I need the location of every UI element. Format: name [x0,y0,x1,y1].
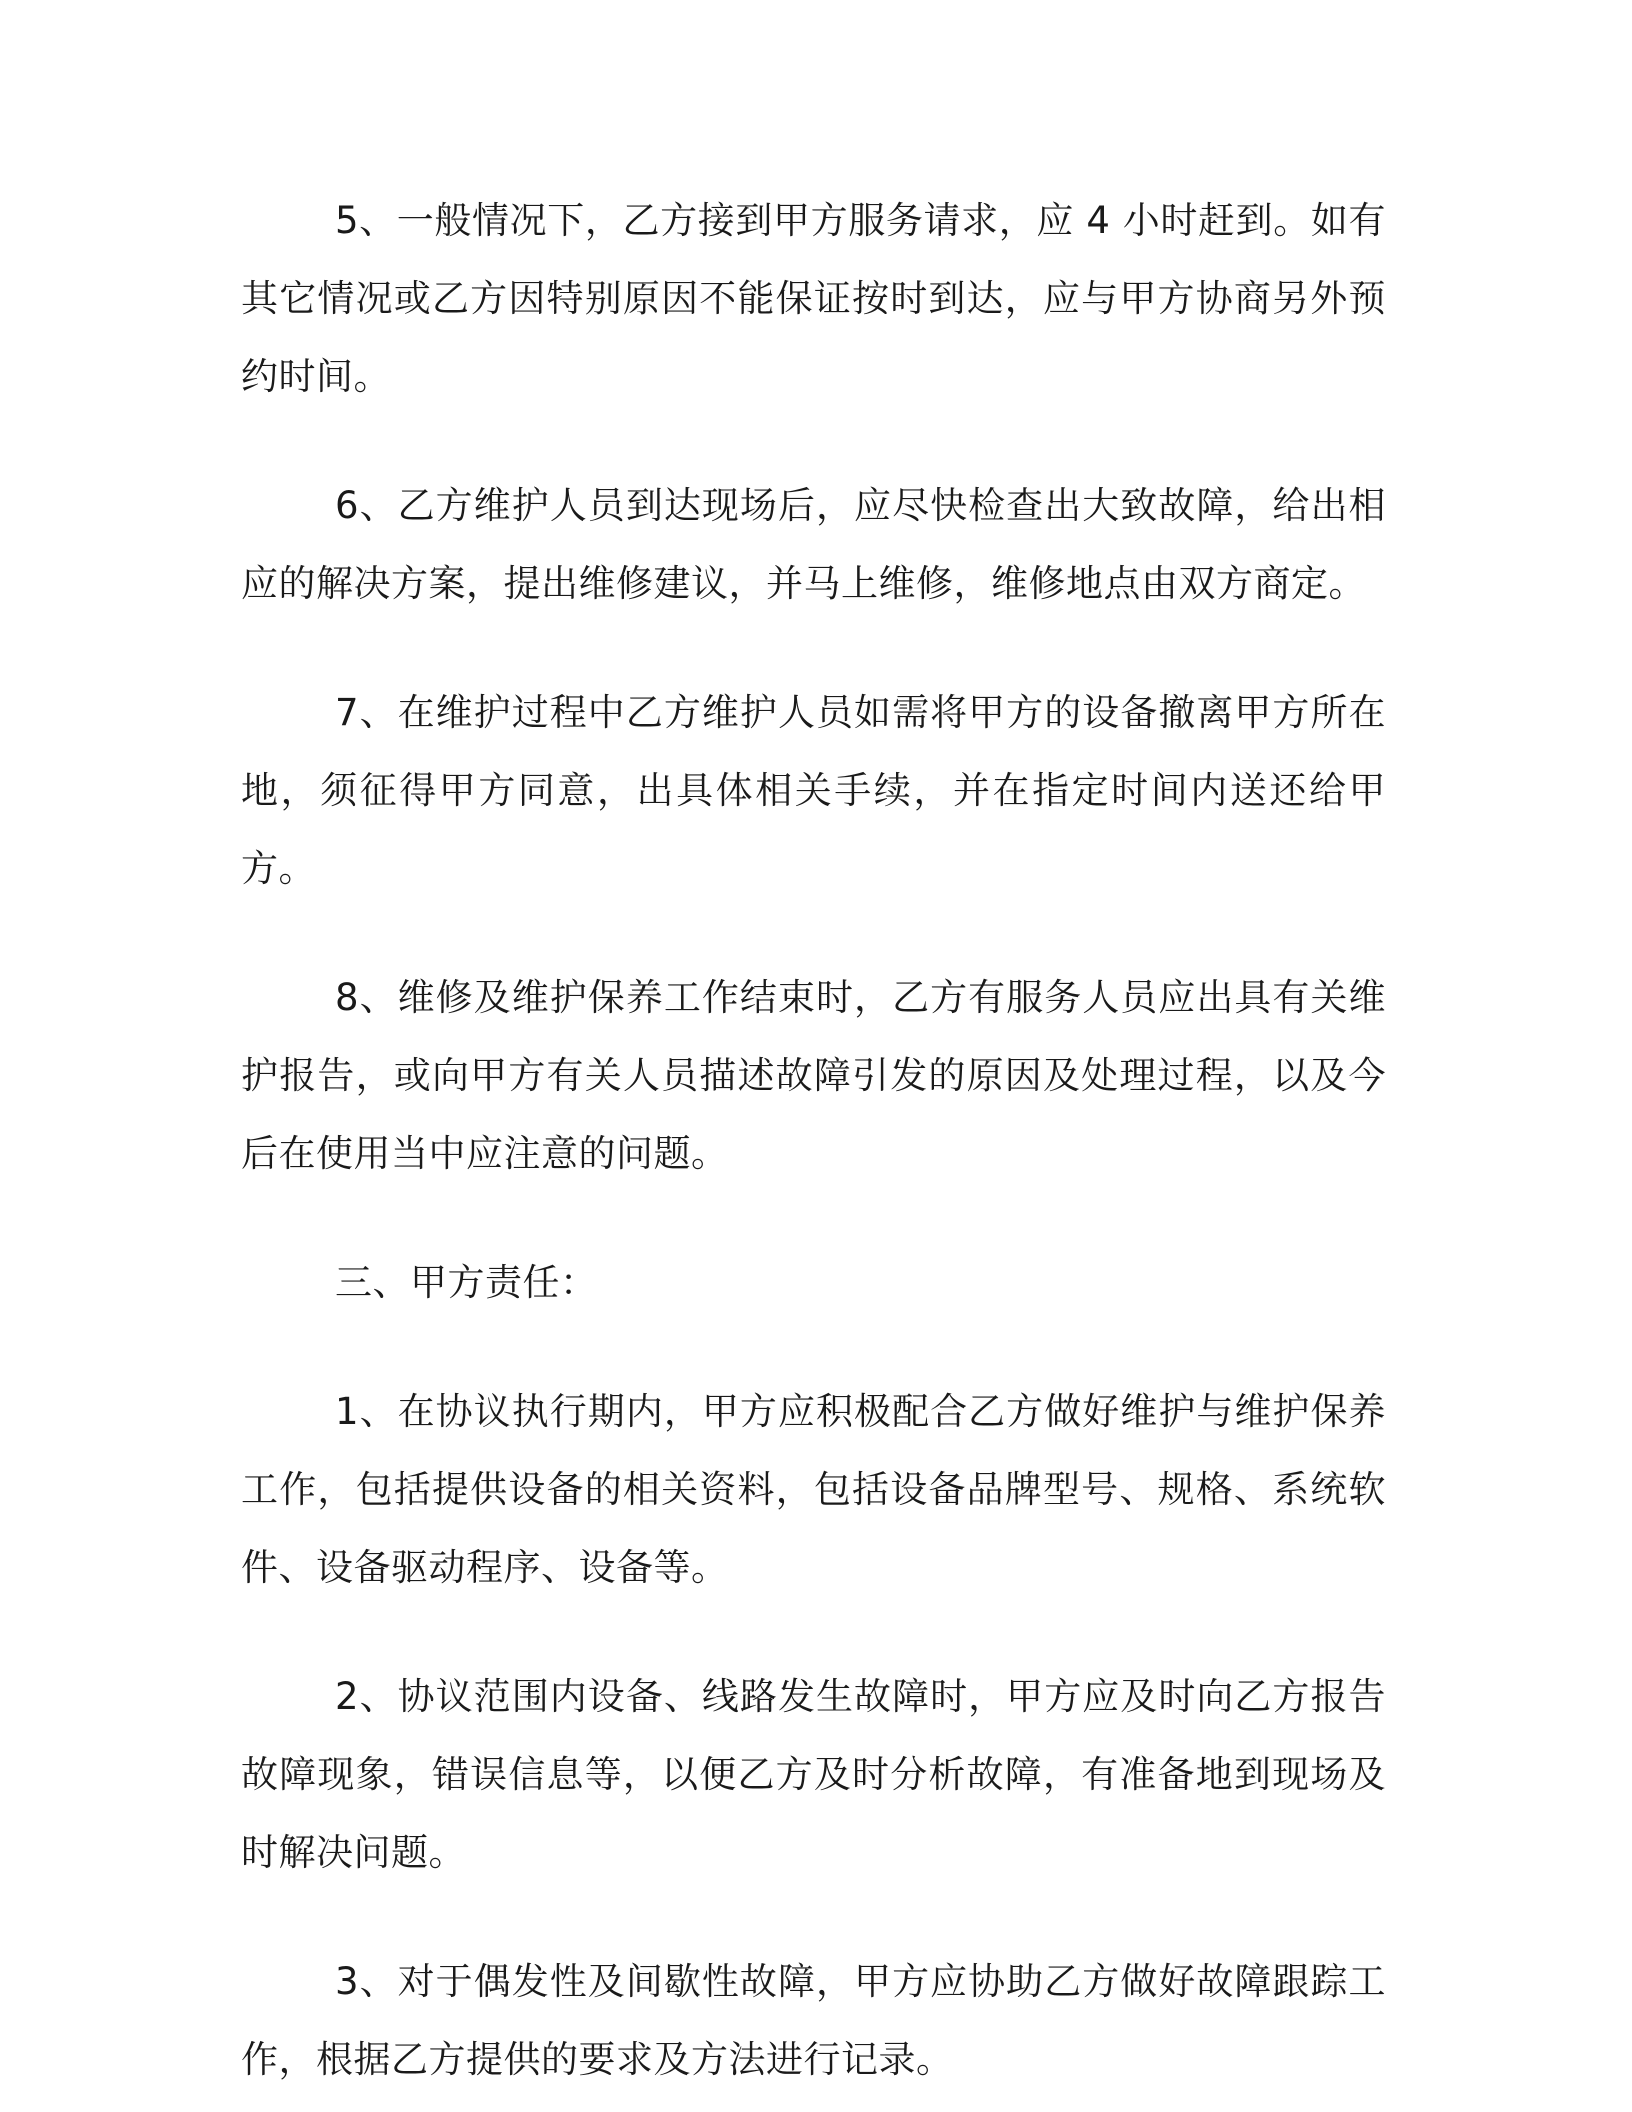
party-a-clause-1-paragraph: 1、在协议执行期内，甲方应积极配合乙方做好维护与维护保养工作，包括提供设备的相关资料，包括设备品牌型号、规格、系统软件、设备驱动程序、设备等。 [241,1390,1386,1589]
section-heading-party-a-responsibility: 三、甲方责任： [335,1261,598,1304]
document-page [241,182,1386,2099]
party-a-clause-2-paragraph: 2、协议范围内设备、线路发生故障时，甲方应及时向乙方报告故障现象，错误信息等，以便乙方及时分析故障，有准备地到现场及时解决问题。 [241,1675,1386,1874]
clause-7-paragraph: 7、在维护过程中乙方维护人员如需将甲方的设备撤离甲方所在地，须征得甲方同意，出具体相关手续，并在指定时间内送还给甲方。 [241,691,1386,890]
party-a-clause-3-paragraph: 3、对于偶发性及间歇性故障，甲方应协助乙方做好故障跟踪工作，根据乙方提供的要求及方法进行记录。 [241,1960,1386,2081]
clause-5-paragraph: 5、一般情况下，乙方接到甲方服务请求，应 4 小时赶到。如有其它情况或乙方因特别原因不能保证按时到达，应与甲方协商另外预约时间。 [241,199,1386,398]
clause-6-paragraph: 6、乙方维护人员到达现场后，应尽快检查出大致故障，给出相应的解决方案，提出维修建议，并马上维修，维修地点由双方商定。 [241,484,1386,605]
clause-8-paragraph: 8、维修及维护保养工作结束时，乙方有服务人员应出具有关维护报告，或向甲方有关人员描述故障引发的原因及处理过程，以及今后在使用当中应注意的问题。 [241,976,1386,1175]
